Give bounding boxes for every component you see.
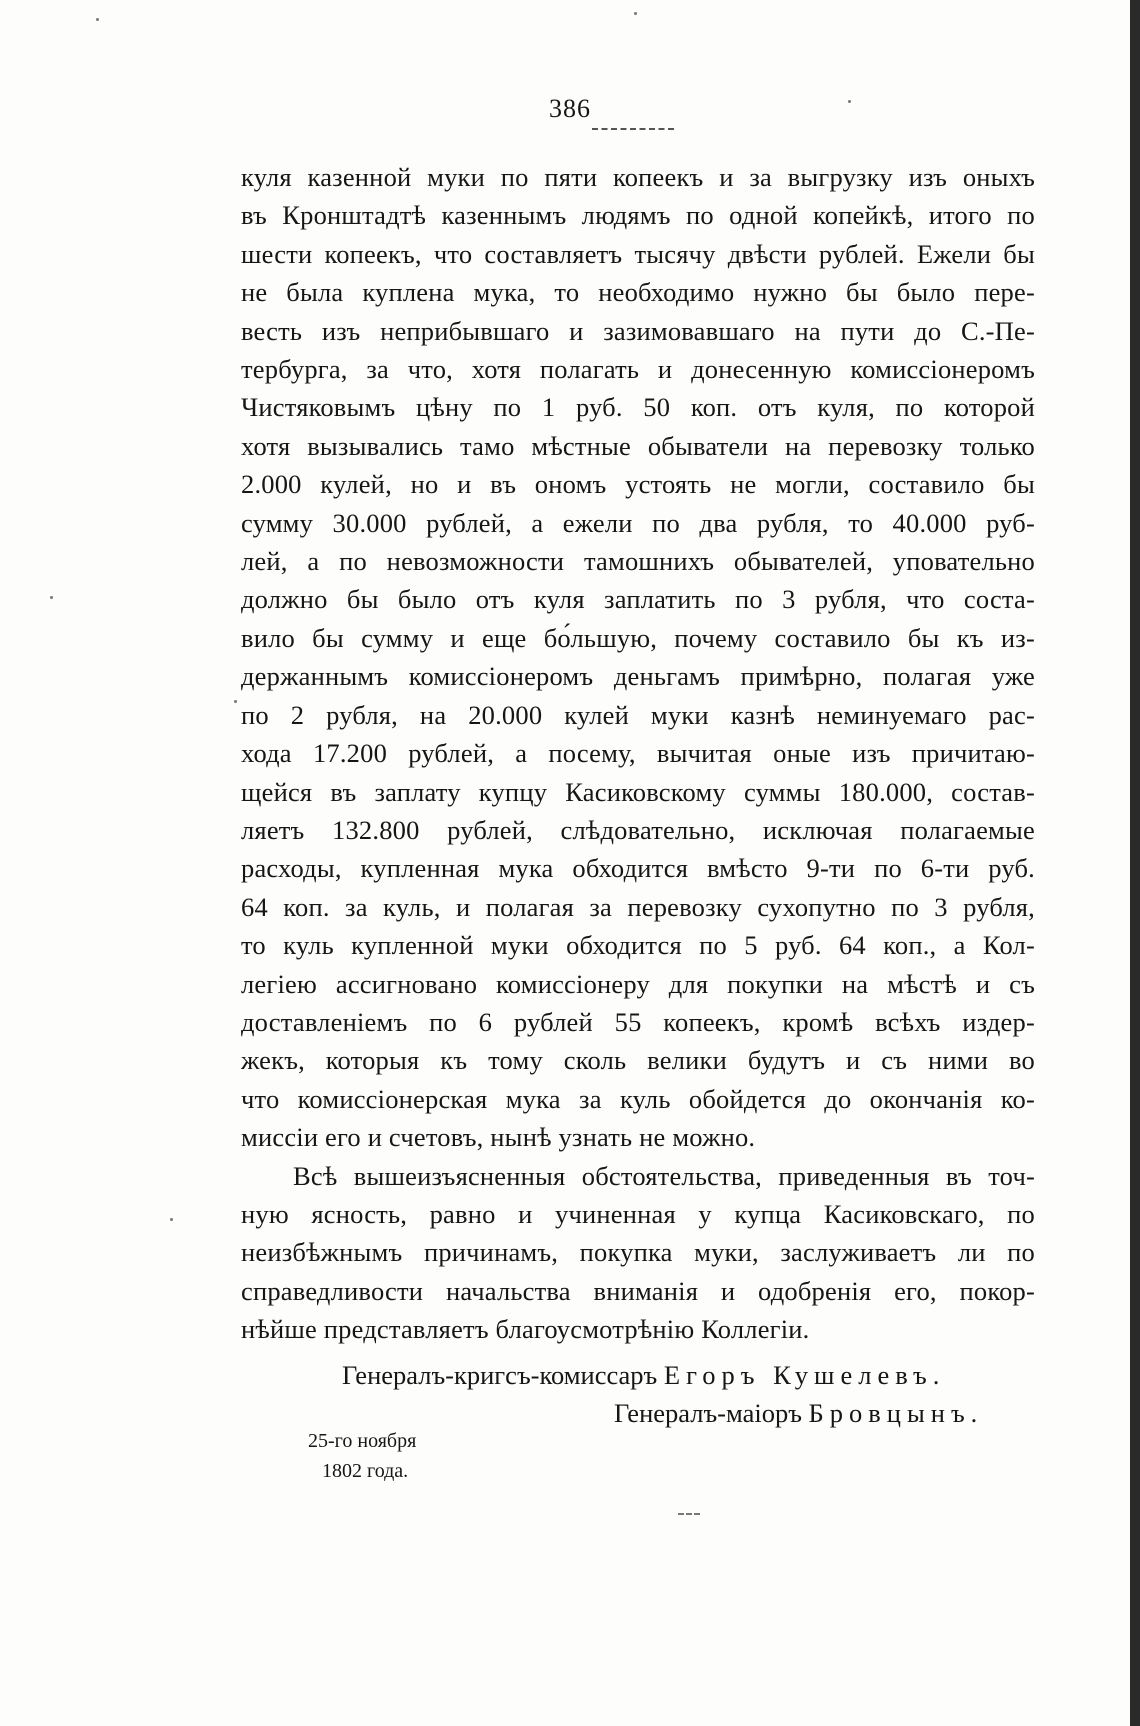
text-line: не была куплена мука, то необходимо нужно бы было пере- bbox=[241, 277, 1035, 308]
text-line: куля казенной муки по пяти копеекъ и за выгрузку изъ оныхъ bbox=[241, 162, 1035, 192]
scan-speck bbox=[50, 596, 53, 599]
signature-name: Бровцынъ. bbox=[808, 1398, 984, 1428]
page-number-underline bbox=[592, 128, 674, 130]
text-line: ляетъ 132.800 рублей, слѣдовательно, исключая полагаемые bbox=[241, 814, 1035, 845]
text-line: щейся въ заплату купцу Касиковскому суммы 180.000, состав- bbox=[241, 776, 1035, 807]
text-line: Чистяковымъ цѣну по 1 руб. 50 коп. отъ куля, по которой bbox=[241, 392, 1035, 423]
date-year: 1802 года. bbox=[322, 1460, 409, 1482]
date-day: 25-го ноября bbox=[308, 1430, 417, 1452]
signature-brovtsyn bbox=[614, 1398, 983, 1429]
text-line: что комиссіонерская мука за куль обойдется до окончанія ко- bbox=[241, 1083, 1035, 1114]
text-line: ную ясность, равно и учиненная у купца Касиковскаго, по bbox=[241, 1198, 1035, 1229]
scan-speck bbox=[848, 100, 851, 103]
text-line: то куль купленной муки обходится по 5 руб. 64 коп., а Кол- bbox=[241, 930, 1035, 961]
text-line: хотя вызывались тамо мѣстные обыватели на перевозку только bbox=[241, 430, 1035, 461]
text-line: расходы, купленная мука обходится вмѣсто 9-ти по 6-ти руб. bbox=[241, 853, 1035, 884]
text-line: весть изъ неприбывшаго и зазимовавшаго на пути до С.-Пе- bbox=[241, 315, 1035, 346]
text-line: неизбѣжнымъ причинамъ, покупка муки, заслуживаетъ ли по bbox=[241, 1237, 1035, 1268]
text-line: жекъ, которыя къ тому сколь велики будутъ и съ ними во bbox=[241, 1045, 1035, 1076]
text-line: сумму 30.000 рублей, а ежели по два рубля, то 40.000 руб- bbox=[241, 507, 1035, 538]
text-line: справедливости начальства вниманія и одобренія его, покор- bbox=[241, 1275, 1035, 1306]
signature-title: Генералъ-кригсъ-комиссаръ bbox=[342, 1360, 658, 1390]
text-line: легіею ассигновано комиссіонеру для покупки на мѣстѣ и съ bbox=[241, 968, 1035, 999]
document-body bbox=[241, 158, 1035, 1349]
scan-speck bbox=[170, 1218, 173, 1221]
scan-speck bbox=[234, 700, 237, 703]
paragraph-2 bbox=[241, 1157, 1035, 1349]
text-line: миссіи его и счетовъ, нынѣ узнать не можно. bbox=[241, 1122, 756, 1153]
text-line: 2.000 кулей, но и въ ономъ устоять не могли, составило бы bbox=[241, 469, 1035, 500]
text-line: въ Кронштадтѣ казеннымъ людямъ по одной копейкѣ, итого по bbox=[241, 200, 1035, 231]
signature-kushelev bbox=[342, 1360, 945, 1391]
text-line: должно бы было отъ куля заплатить по 3 рубля, что соста- bbox=[241, 584, 1035, 615]
page-number: 386 bbox=[549, 94, 591, 123]
text-line: вило бы сумму и еще бо́льшую, почему составило бы къ из- bbox=[241, 622, 1035, 653]
scan-mark bbox=[678, 1513, 700, 1515]
scan-speck bbox=[634, 12, 637, 15]
page-edge-shadow bbox=[1130, 0, 1140, 1726]
scan-speck bbox=[96, 18, 99, 21]
paragraph-1 bbox=[241, 158, 1035, 1157]
text-line: доставленіемъ по 6 рублей 55 копеекъ, кромѣ всѣхъ издер- bbox=[241, 1006, 1035, 1037]
text-line: Всѣ вышеизъясненныя обстоятельства, приведенныя въ точ- bbox=[293, 1160, 1035, 1191]
text-line: хода 17.200 рублей, а посему, вычитая оные изъ причитаю- bbox=[241, 738, 1035, 769]
signature-title: Генералъ-маіоръ bbox=[614, 1398, 802, 1428]
text-line: держаннымъ комиссіонеромъ деньгамъ примѣрно, полагая уже bbox=[241, 661, 1035, 692]
text-line: 64 коп. за куль, и полагая за перевозку сухопутно по 3 рубля, bbox=[241, 891, 1035, 922]
text-line: шести копеекъ, что составляетъ тысячу двѣсти рублей. Ежели бы bbox=[241, 238, 1035, 269]
text-line: лей, а по невозможности тамошнихъ обывателей, уповательно bbox=[241, 546, 1035, 577]
text-line: тербурга, за что, хотя полагать и донесенную комиссіонеромъ bbox=[241, 354, 1035, 385]
text-line: по 2 рубля, на 20.000 кулей муки казнѣ неминуемаго рас- bbox=[241, 699, 1035, 730]
signature-name: Егоръ Кушелевъ. bbox=[663, 1360, 946, 1390]
text-line: нѣйше представляетъ благоусмотрѣнію Коллегіи. bbox=[241, 1314, 810, 1345]
